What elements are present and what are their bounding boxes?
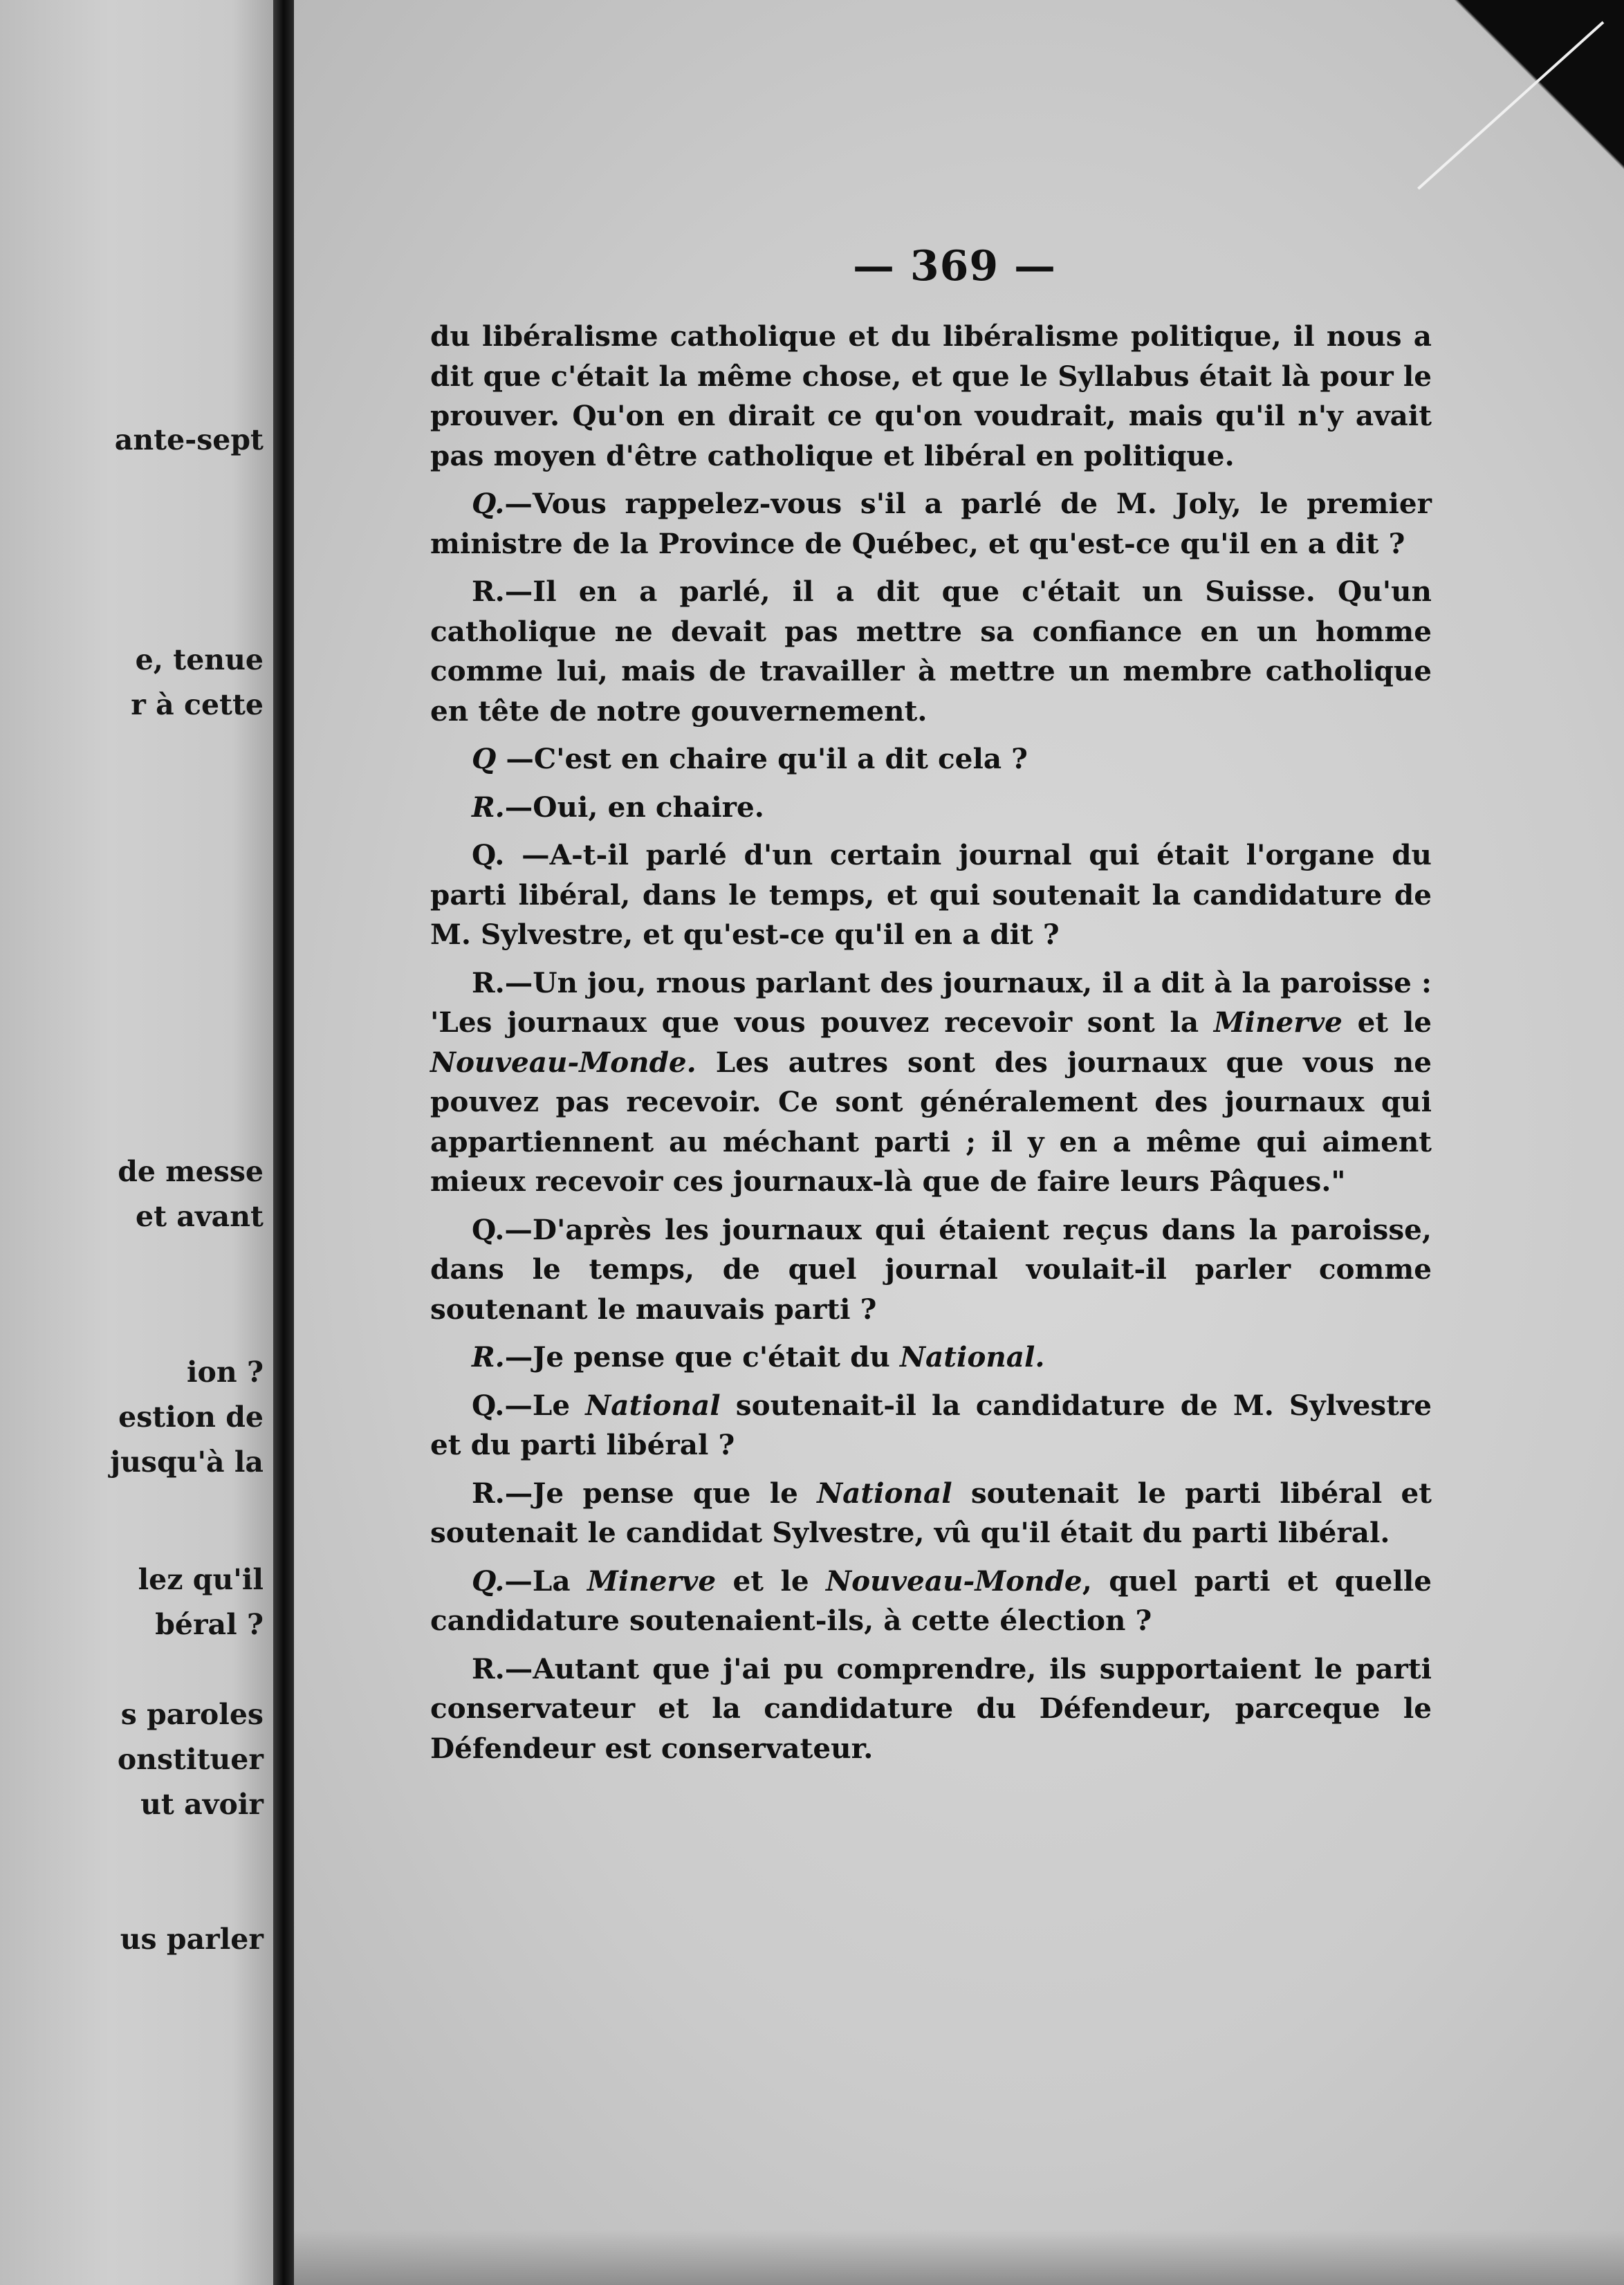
text-paragraph	[430, 1338, 1432, 1378]
text-run: —Je pense que c'était du	[504, 1340, 900, 1373]
text-run: Q.	[472, 1388, 505, 1422]
text-run: soutenait le parti libéral et soutenait le candidat Sylvestre, vû qu'il était du parti libéral.	[430, 1476, 1432, 1549]
left-page-fragment: ante-sept	[114, 423, 264, 456]
italic-run: Nouveau-Monde.	[430, 1045, 696, 1079]
left-page-fragment: lez qu'il	[138, 1563, 264, 1596]
text-run: —Le	[504, 1388, 586, 1422]
page-number: — 369 —	[852, 242, 1057, 290]
text-run: —Autant que j'ai pu comprendre, ils supportaient le parti conservateur et la candidature du Défendeur, parceque le Défendeur est conservateur.	[430, 1652, 1432, 1765]
italic-run: National.	[899, 1340, 1045, 1373]
text-paragraph	[430, 963, 1432, 1202]
text-run: —Il en a parlé, il a dit que c'était un Suisse. Qu'un catholique ne devait pas mettre sa confiance en un homme comme lui, mais de travailler à mettre un membre catholique en tête de notre gouvernement.	[430, 575, 1432, 728]
text-paragraph	[430, 1386, 1432, 1465]
italic-run: Nouveau-Monde	[826, 1564, 1082, 1598]
italic-run: Q	[472, 742, 497, 775]
left-page-fragment: estion de	[118, 1400, 264, 1434]
italic-run: National	[817, 1476, 952, 1510]
left-page-fragment: jusqu'à la	[110, 1445, 264, 1479]
text-run: —Je pense que le	[504, 1476, 818, 1510]
italic-run: R.	[472, 1340, 505, 1373]
text-run: soutenait-il la candidature de M. Sylvestre et du parti libéral ?	[430, 1388, 1432, 1461]
text-run: —Un jou, rnous parlant des journaux, il a dit à la paroisse : 'Les journaux que vous pouvez recevoir sont la	[430, 965, 1432, 1039]
left-page-fragment: e, tenue	[135, 643, 264, 676]
italic-run: R.	[472, 790, 505, 824]
left-page-fragment: onstituer	[117, 1743, 264, 1776]
text-paragraph	[430, 317, 1432, 476]
main-page	[294, 0, 1624, 2285]
text-run: , quel parti et quelle candidature soutenaient-ils, à cette élection ?	[430, 1564, 1432, 1637]
italic-run: Q.	[472, 1564, 505, 1598]
text-paragraph	[430, 1210, 1432, 1330]
text-run: —D'après les journaux qui étaient reçus dans la paroisse, dans le temps, de quel journal voulait-il parler comme soutenant le mauvais parti ?	[430, 1212, 1432, 1326]
text-paragraph	[430, 788, 1432, 828]
text-run: Les autres sont des journaux que vous ne pouvez pas recevoir. Ce sont généralement des journaux qui appartiennent au méchant parti ; il y en a même qui aiment mieux recevoir ces journaux-là que de faire leurs Pâques."	[430, 1045, 1432, 1198]
text-run: —Vous rappelez-vous s'il a parlé de M. Joly, le premier ministre de la Province de Québec, et qu'est-ce qu'il en a dit ?	[430, 487, 1432, 560]
text-run: et le	[716, 1564, 827, 1598]
text-paragraph	[430, 739, 1432, 779]
text-run: et le	[1342, 1006, 1432, 1039]
page-bottom-shading	[294, 2230, 1624, 2285]
text-run: R.	[472, 575, 505, 608]
left-page-fragment: ut avoir	[140, 1788, 264, 1821]
text-run: —La	[504, 1564, 588, 1598]
text-run: Q.	[472, 838, 505, 871]
left-page-fragment: s paroles	[120, 1698, 264, 1731]
text-run: R.	[472, 965, 505, 999]
text-paragraph	[430, 1649, 1432, 1769]
italic-run: Minerve	[587, 1564, 717, 1598]
text-run: du libéralisme catholique et du libéralisme politique, il nous a dit que c'était la même chose, et que le Syllabus était là pour le prouver. Qu'on en dirait ce qu'on voudrait, mais qu'il n'y avait pas moyen d'être catholique et libéral en politique.	[430, 320, 1432, 472]
left-page-fragment: r à cette	[131, 688, 264, 721]
left-page-fragment: us parler	[120, 1923, 264, 1956]
book-gutter	[273, 0, 294, 2285]
text-paragraph	[430, 1474, 1432, 1553]
text-paragraph	[430, 484, 1432, 564]
text-run: —Oui, en chaire.	[504, 790, 764, 824]
text-run: —A-t-il parlé d'un certain journal qui était l'organe du parti libéral, dans le temps, et qui soutenait la candidature de M. Sylvestre, et qu'est-ce qu'il en a dit ?	[430, 838, 1432, 951]
text-run: R.	[472, 1476, 505, 1510]
text-paragraph	[430, 835, 1432, 955]
text-run: —C'est en chaire qu'il a dit cela ?	[496, 742, 1028, 775]
italic-run: National	[585, 1388, 721, 1422]
left-page-fragment: ion ?	[186, 1356, 264, 1389]
text-paragraph	[430, 1562, 1432, 1641]
page-text-block	[430, 317, 1432, 1777]
left-page-fragment: de messe	[118, 1155, 264, 1188]
text-run: Q.	[472, 1212, 505, 1246]
text-paragraph	[430, 572, 1432, 731]
italic-run: Minerve	[1213, 1006, 1342, 1039]
italic-run: Q.	[472, 487, 505, 520]
left-page-fragment: et avant	[135, 1200, 264, 1233]
text-run: R.	[472, 1652, 505, 1685]
left-facing-page	[0, 0, 273, 2285]
left-page-fragment: béral ?	[155, 1608, 264, 1641]
